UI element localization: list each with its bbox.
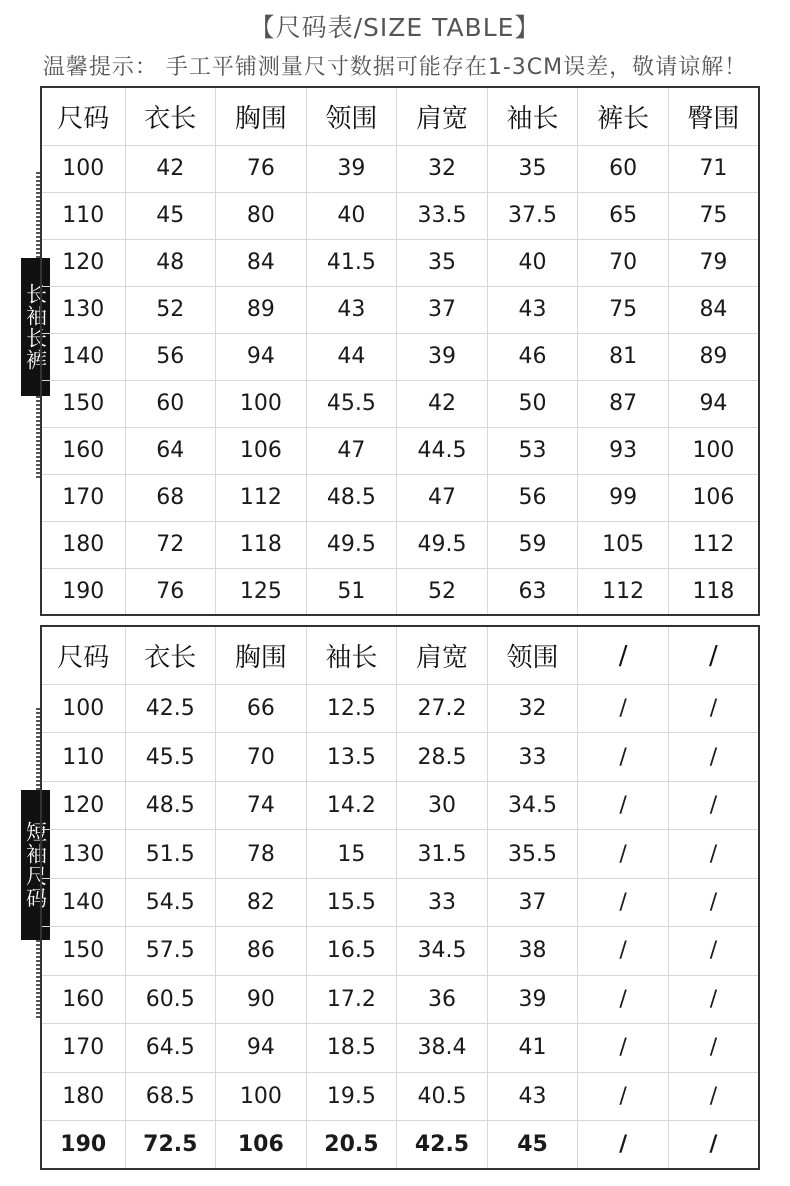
size-cell: 110 (41, 192, 125, 239)
column-header: 尺码 (41, 87, 125, 145)
measurement-cell: 64 (125, 427, 216, 474)
measurement-cell: 15 (306, 830, 397, 878)
measurement-cell: 15.5 (306, 878, 397, 926)
measurement-cell: 71 (668, 145, 759, 192)
measurement-cell: 34.5 (487, 781, 578, 829)
measurement-cell: 93 (578, 427, 669, 474)
measurement-cell: 28.5 (397, 733, 488, 781)
column-header: 肩宽 (397, 626, 488, 685)
long-sleeve-tag: 长袖长裤 (21, 258, 50, 396)
column-header: 袖长 (306, 626, 397, 685)
measurement-cell: / (578, 975, 669, 1023)
table-header-row (41, 87, 759, 145)
measurement-cell: 66 (216, 685, 307, 733)
short-sleeve-tag: 短袖尺码 (21, 790, 50, 940)
measurement-cell: 118 (216, 521, 307, 568)
measurement-cell: / (578, 1120, 669, 1169)
measurement-cell: 12.5 (306, 685, 397, 733)
measurement-cell: 56 (125, 333, 216, 380)
size-cell: 150 (41, 380, 125, 427)
column-header: 胸围 (216, 87, 307, 145)
measurement-cell: 13.5 (306, 733, 397, 781)
measurement-cell: / (668, 1120, 759, 1169)
measurement-cell: 64.5 (125, 1024, 216, 1072)
short-sleeve-size-table (40, 625, 760, 1170)
measurement-cell: 79 (668, 239, 759, 286)
measurement-cell: 48.5 (125, 781, 216, 829)
measurement-cell: / (668, 1024, 759, 1072)
measurement-cell: 30 (397, 781, 488, 829)
measurement-cell: 42.5 (125, 685, 216, 733)
measurement-cell: 72.5 (125, 1120, 216, 1169)
measurement-cell: 63 (487, 568, 578, 615)
measurement-cell: 42 (125, 145, 216, 192)
table-row (41, 568, 759, 615)
size-cell: 170 (41, 474, 125, 521)
table-row (41, 733, 759, 781)
measurement-cell: 54.5 (125, 878, 216, 926)
measurement-cell: 39 (306, 145, 397, 192)
measurement-cell: 31.5 (397, 830, 488, 878)
measurement-cell: 38 (487, 927, 578, 975)
column-header: 袖长 (487, 87, 578, 145)
measurement-cell: 68 (125, 474, 216, 521)
measurement-cell: 48.5 (306, 474, 397, 521)
measurement-cell: 33.5 (397, 192, 488, 239)
size-cell: 180 (41, 1072, 125, 1120)
measurement-cell: 27.2 (397, 685, 488, 733)
measurement-cell: / (578, 927, 669, 975)
measurement-cell: 35 (487, 145, 578, 192)
measurement-cell: 37 (397, 286, 488, 333)
measurement-cell: 70 (578, 239, 669, 286)
measurement-cell: 37 (487, 878, 578, 926)
measurement-cell: 100 (216, 380, 307, 427)
column-header: 肩宽 (397, 87, 488, 145)
measurement-cell: 86 (216, 927, 307, 975)
measurement-cell: 99 (578, 474, 669, 521)
measurement-cell: 47 (306, 427, 397, 474)
size-cell: 110 (41, 733, 125, 781)
measurement-cell: 33 (487, 733, 578, 781)
measurement-cell: 20.5 (306, 1120, 397, 1169)
column-header: / (578, 626, 669, 685)
measurement-cell: 94 (668, 380, 759, 427)
measurement-cell: / (668, 781, 759, 829)
size-cell: 140 (41, 878, 125, 926)
measurement-cell: 41 (487, 1024, 578, 1072)
table-row (41, 333, 759, 380)
measurement-cell: 78 (216, 830, 307, 878)
measurement-cell: 94 (216, 333, 307, 380)
measurement-cell: 72 (125, 521, 216, 568)
size-cell: 170 (41, 1024, 125, 1072)
size-cell: 100 (41, 685, 125, 733)
measurement-cell: / (668, 975, 759, 1023)
measurement-cell: 60.5 (125, 975, 216, 1023)
measurement-cell: / (578, 878, 669, 926)
measurement-cell: 43 (487, 286, 578, 333)
measurement-cell: 44.5 (397, 427, 488, 474)
column-header: 衣长 (125, 87, 216, 145)
measurement-cell: 42.5 (397, 1120, 488, 1169)
measurement-cell: 94 (216, 1024, 307, 1072)
measurement-cell: 45.5 (306, 380, 397, 427)
column-header: 裤长 (578, 87, 669, 145)
measurement-cell: 19.5 (306, 1072, 397, 1120)
measurement-cell: 51.5 (125, 830, 216, 878)
measurement-cell: 87 (578, 380, 669, 427)
measurement-cell: / (578, 830, 669, 878)
measurement-cell: / (668, 927, 759, 975)
measurement-cell: 106 (216, 1120, 307, 1169)
measurement-cell: / (578, 733, 669, 781)
measurement-cell: 106 (668, 474, 759, 521)
table-row (41, 685, 759, 733)
measurement-cell: 18.5 (306, 1024, 397, 1072)
table-header-row (41, 626, 759, 685)
table-row (41, 1024, 759, 1072)
table-row (41, 781, 759, 829)
table-row (41, 830, 759, 878)
measurement-cell: 49.5 (397, 521, 488, 568)
measurement-cell: 52 (125, 286, 216, 333)
table-row (41, 1072, 759, 1120)
measurement-cell: 34.5 (397, 927, 488, 975)
size-cell: 100 (41, 145, 125, 192)
measurement-cell: 35.5 (487, 830, 578, 878)
column-header: 衣长 (125, 626, 216, 685)
table-row (41, 1120, 759, 1169)
measurement-cell: 39 (487, 975, 578, 1023)
measurement-cell: 74 (216, 781, 307, 829)
size-cell: 160 (41, 427, 125, 474)
measurement-cell: 70 (216, 733, 307, 781)
measurement-cell: 44 (306, 333, 397, 380)
measurement-cell: 112 (578, 568, 669, 615)
table-row (41, 427, 759, 474)
measurement-cell: 105 (578, 521, 669, 568)
measurement-cell: 42 (397, 380, 488, 427)
measurement-cell: 118 (668, 568, 759, 615)
size-cell: 130 (41, 286, 125, 333)
measurement-cell: 40 (487, 239, 578, 286)
measurement-cell: 82 (216, 878, 307, 926)
measurement-cell: 45 (125, 192, 216, 239)
measurement-cell: 80 (216, 192, 307, 239)
measurement-cell: / (578, 1072, 669, 1120)
measurement-cell: 32 (487, 685, 578, 733)
table-row (41, 145, 759, 192)
measurement-cell: / (578, 685, 669, 733)
size-cell: 120 (41, 239, 125, 286)
column-header: 胸围 (216, 626, 307, 685)
column-header: / (668, 626, 759, 685)
page-title: 【尺码表/SIZE TABLE】 (249, 13, 541, 42)
long-sleeve-size-table (40, 86, 760, 616)
measurement-cell: 125 (216, 568, 307, 615)
measurement-cell: 45.5 (125, 733, 216, 781)
measurement-cell: 106 (216, 427, 307, 474)
measurement-cell: 89 (668, 333, 759, 380)
measurement-cell: 112 (216, 474, 307, 521)
table-row (41, 286, 759, 333)
measurement-cell: 84 (668, 286, 759, 333)
measurement-cell: / (578, 1024, 669, 1072)
measurement-cell: 32 (397, 145, 488, 192)
size-cell: 190 (41, 568, 125, 615)
measurement-cell: 50 (487, 380, 578, 427)
measurement-cell: / (668, 733, 759, 781)
measurement-cell: 81 (578, 333, 669, 380)
measurement-cell: 46 (487, 333, 578, 380)
measurement-cell: 51 (306, 568, 397, 615)
measurement-cell: 39 (397, 333, 488, 380)
size-cell: 140 (41, 333, 125, 380)
size-cell: 190 (41, 1120, 125, 1169)
measurement-cell: 100 (216, 1072, 307, 1120)
measurement-cell: 14.2 (306, 781, 397, 829)
measurement-cell: 33 (397, 878, 488, 926)
table-row (41, 927, 759, 975)
size-cell: 160 (41, 975, 125, 1023)
measurement-cell: 76 (216, 145, 307, 192)
measurement-cell: 84 (216, 239, 307, 286)
column-header: 臀围 (668, 87, 759, 145)
measurement-cell: / (668, 830, 759, 878)
column-header: 尺码 (41, 626, 125, 685)
measurement-cell: / (668, 1072, 759, 1120)
measurement-cell: 89 (216, 286, 307, 333)
table-row (41, 192, 759, 239)
measurement-cell: 41.5 (306, 239, 397, 286)
measurement-cell: 45 (487, 1120, 578, 1169)
measurement-cell: 35 (397, 239, 488, 286)
measurement-cell: 37.5 (487, 192, 578, 239)
table-row (41, 474, 759, 521)
measurement-cell: 90 (216, 975, 307, 1023)
size-cell: 150 (41, 927, 125, 975)
measurement-cell: 53 (487, 427, 578, 474)
table-row (41, 239, 759, 286)
size-cell: 180 (41, 521, 125, 568)
measurement-cell: 43 (487, 1072, 578, 1120)
measurement-cell: 40 (306, 192, 397, 239)
measurement-cell: 75 (578, 286, 669, 333)
measurement-notice: 温馨提示： 手工平铺测量尺寸数据可能存在1-3CM误差，敬请谅解！ (42, 55, 748, 80)
measurement-cell: 68.5 (125, 1072, 216, 1120)
measurement-cell: 16.5 (306, 927, 397, 975)
measurement-cell: 59 (487, 521, 578, 568)
measurement-cell: 38.4 (397, 1024, 488, 1072)
measurement-cell: 43 (306, 286, 397, 333)
size-cell: 120 (41, 781, 125, 829)
measurement-cell: 60 (125, 380, 216, 427)
measurement-cell: 36 (397, 975, 488, 1023)
table-row (41, 521, 759, 568)
measurement-cell: 49.5 (306, 521, 397, 568)
measurement-cell: 52 (397, 568, 488, 615)
measurement-cell: 100 (668, 427, 759, 474)
column-header: 领围 (306, 87, 397, 145)
measurement-cell: 57.5 (125, 927, 216, 975)
measurement-cell: 40.5 (397, 1072, 488, 1120)
table-row (41, 878, 759, 926)
size-cell: 130 (41, 830, 125, 878)
measurement-cell: 112 (668, 521, 759, 568)
measurement-cell: / (668, 685, 759, 733)
table-row (41, 380, 759, 427)
column-header: 领围 (487, 626, 578, 685)
table-row (41, 975, 759, 1023)
measurement-cell: 65 (578, 192, 669, 239)
measurement-cell: 17.2 (306, 975, 397, 1023)
measurement-cell: 56 (487, 474, 578, 521)
measurement-cell: 48 (125, 239, 216, 286)
measurement-cell: 47 (397, 474, 488, 521)
measurement-cell: / (578, 781, 669, 829)
measurement-cell: 76 (125, 568, 216, 615)
measurement-cell: 75 (668, 192, 759, 239)
measurement-cell: 60 (578, 145, 669, 192)
measurement-cell: / (668, 878, 759, 926)
